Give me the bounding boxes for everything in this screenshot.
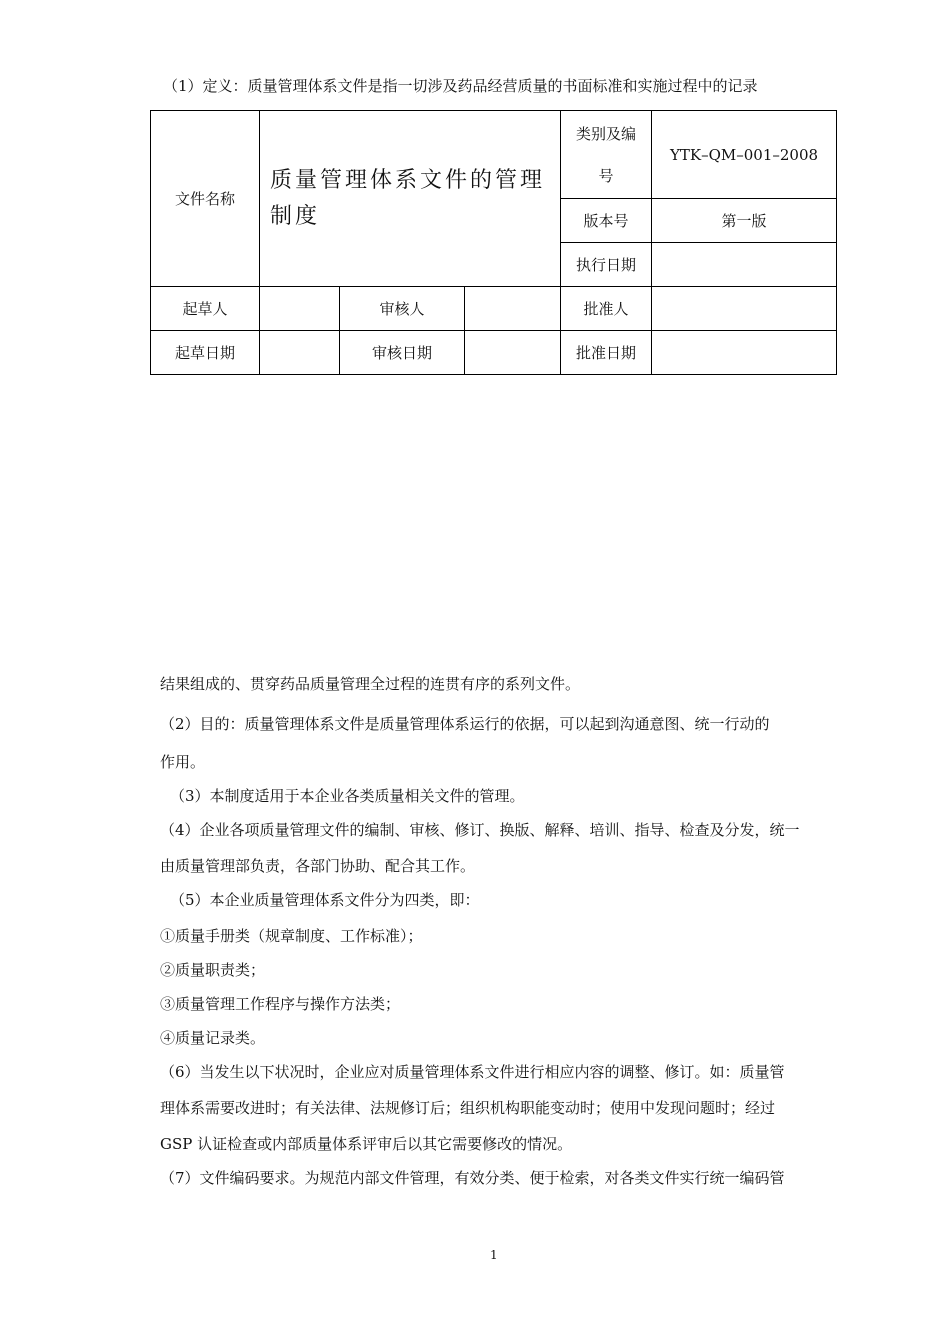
body-line: 理体系需要改进时；有关法律、法规修订后；组织机构职能变动时；使用中发现问题时；经过 [160, 1099, 776, 1117]
page-number: 1 [490, 1248, 498, 1262]
drafter-value [260, 287, 340, 331]
approve-date-label: 批准日期 [561, 331, 652, 375]
body-line: GSP 认证检查或内部质量体系评审后以其它需要修改的情况。 [160, 1135, 573, 1153]
body-line: ②质量职责类； [160, 961, 266, 979]
body-line: 由质量管理部负责，各部门协助、配合其工作。 [160, 857, 476, 875]
approve-date-value [652, 331, 837, 375]
version-value: 第一版 [652, 199, 837, 243]
body-line: （3）本制度适用于本企业各类质量相关文件的管理。 [170, 787, 525, 805]
approver-label: 批准人 [561, 287, 652, 331]
draft-date-label: 起草日期 [151, 331, 260, 375]
review-date-value [465, 331, 561, 375]
body-line: （4）企业各项质量管理文件的编制、审核、修订、换版、解释、培训、指导、检查及分发，统一 [160, 821, 800, 839]
draft-date-value [260, 331, 340, 375]
category-value: YTK–QM–001–2008 [652, 111, 837, 199]
body-line: （2）目的：质量管理体系文件是质量管理体系运行的依据，可以起到沟通意图、统一行动的 [160, 715, 770, 733]
body-line: 结果组成的、贯穿药品质量管理全过程的连贯有序的系列文件。 [160, 675, 581, 693]
body-line: ④质量记录类。 [160, 1029, 266, 1047]
document-title: 质量管理体系文件的管理制度 [260, 111, 561, 287]
body-line: ①质量手册类（规章制度、工作标准）； [160, 927, 423, 945]
version-label: 版本号 [561, 199, 652, 243]
body-line: （7）文件编码要求。为规范内部文件管理，有效分类、便于检索，对各类文件实行统一编码管 [160, 1169, 785, 1187]
drafter-label: 起草人 [151, 287, 260, 331]
body-line: （6）当发生以下状况时，企业应对质量管理体系文件进行相应内容的调整、修订。如：质量管 [160, 1063, 785, 1081]
file-name-label: 文件名称 [151, 111, 260, 287]
body-line: 作用。 [160, 753, 206, 771]
body-line: ③质量管理工作程序与操作方法类； [160, 995, 401, 1013]
intro-line: （1）定义：质量管理体系文件是指一切涉及药品经营质量的书面标准和实施过程中的记录 [163, 77, 758, 95]
document-info-table [150, 110, 837, 375]
exec-date-value [652, 243, 837, 287]
reviewer-label: 审核人 [340, 287, 465, 331]
reviewer-value [465, 287, 561, 331]
exec-date-label: 执行日期 [561, 243, 652, 287]
body-line: （5）本企业质量管理体系文件分为四类，即： [170, 891, 480, 909]
category-label: 类别及编号 [561, 111, 652, 199]
review-date-label: 审核日期 [340, 331, 465, 375]
approver-value [652, 287, 837, 331]
